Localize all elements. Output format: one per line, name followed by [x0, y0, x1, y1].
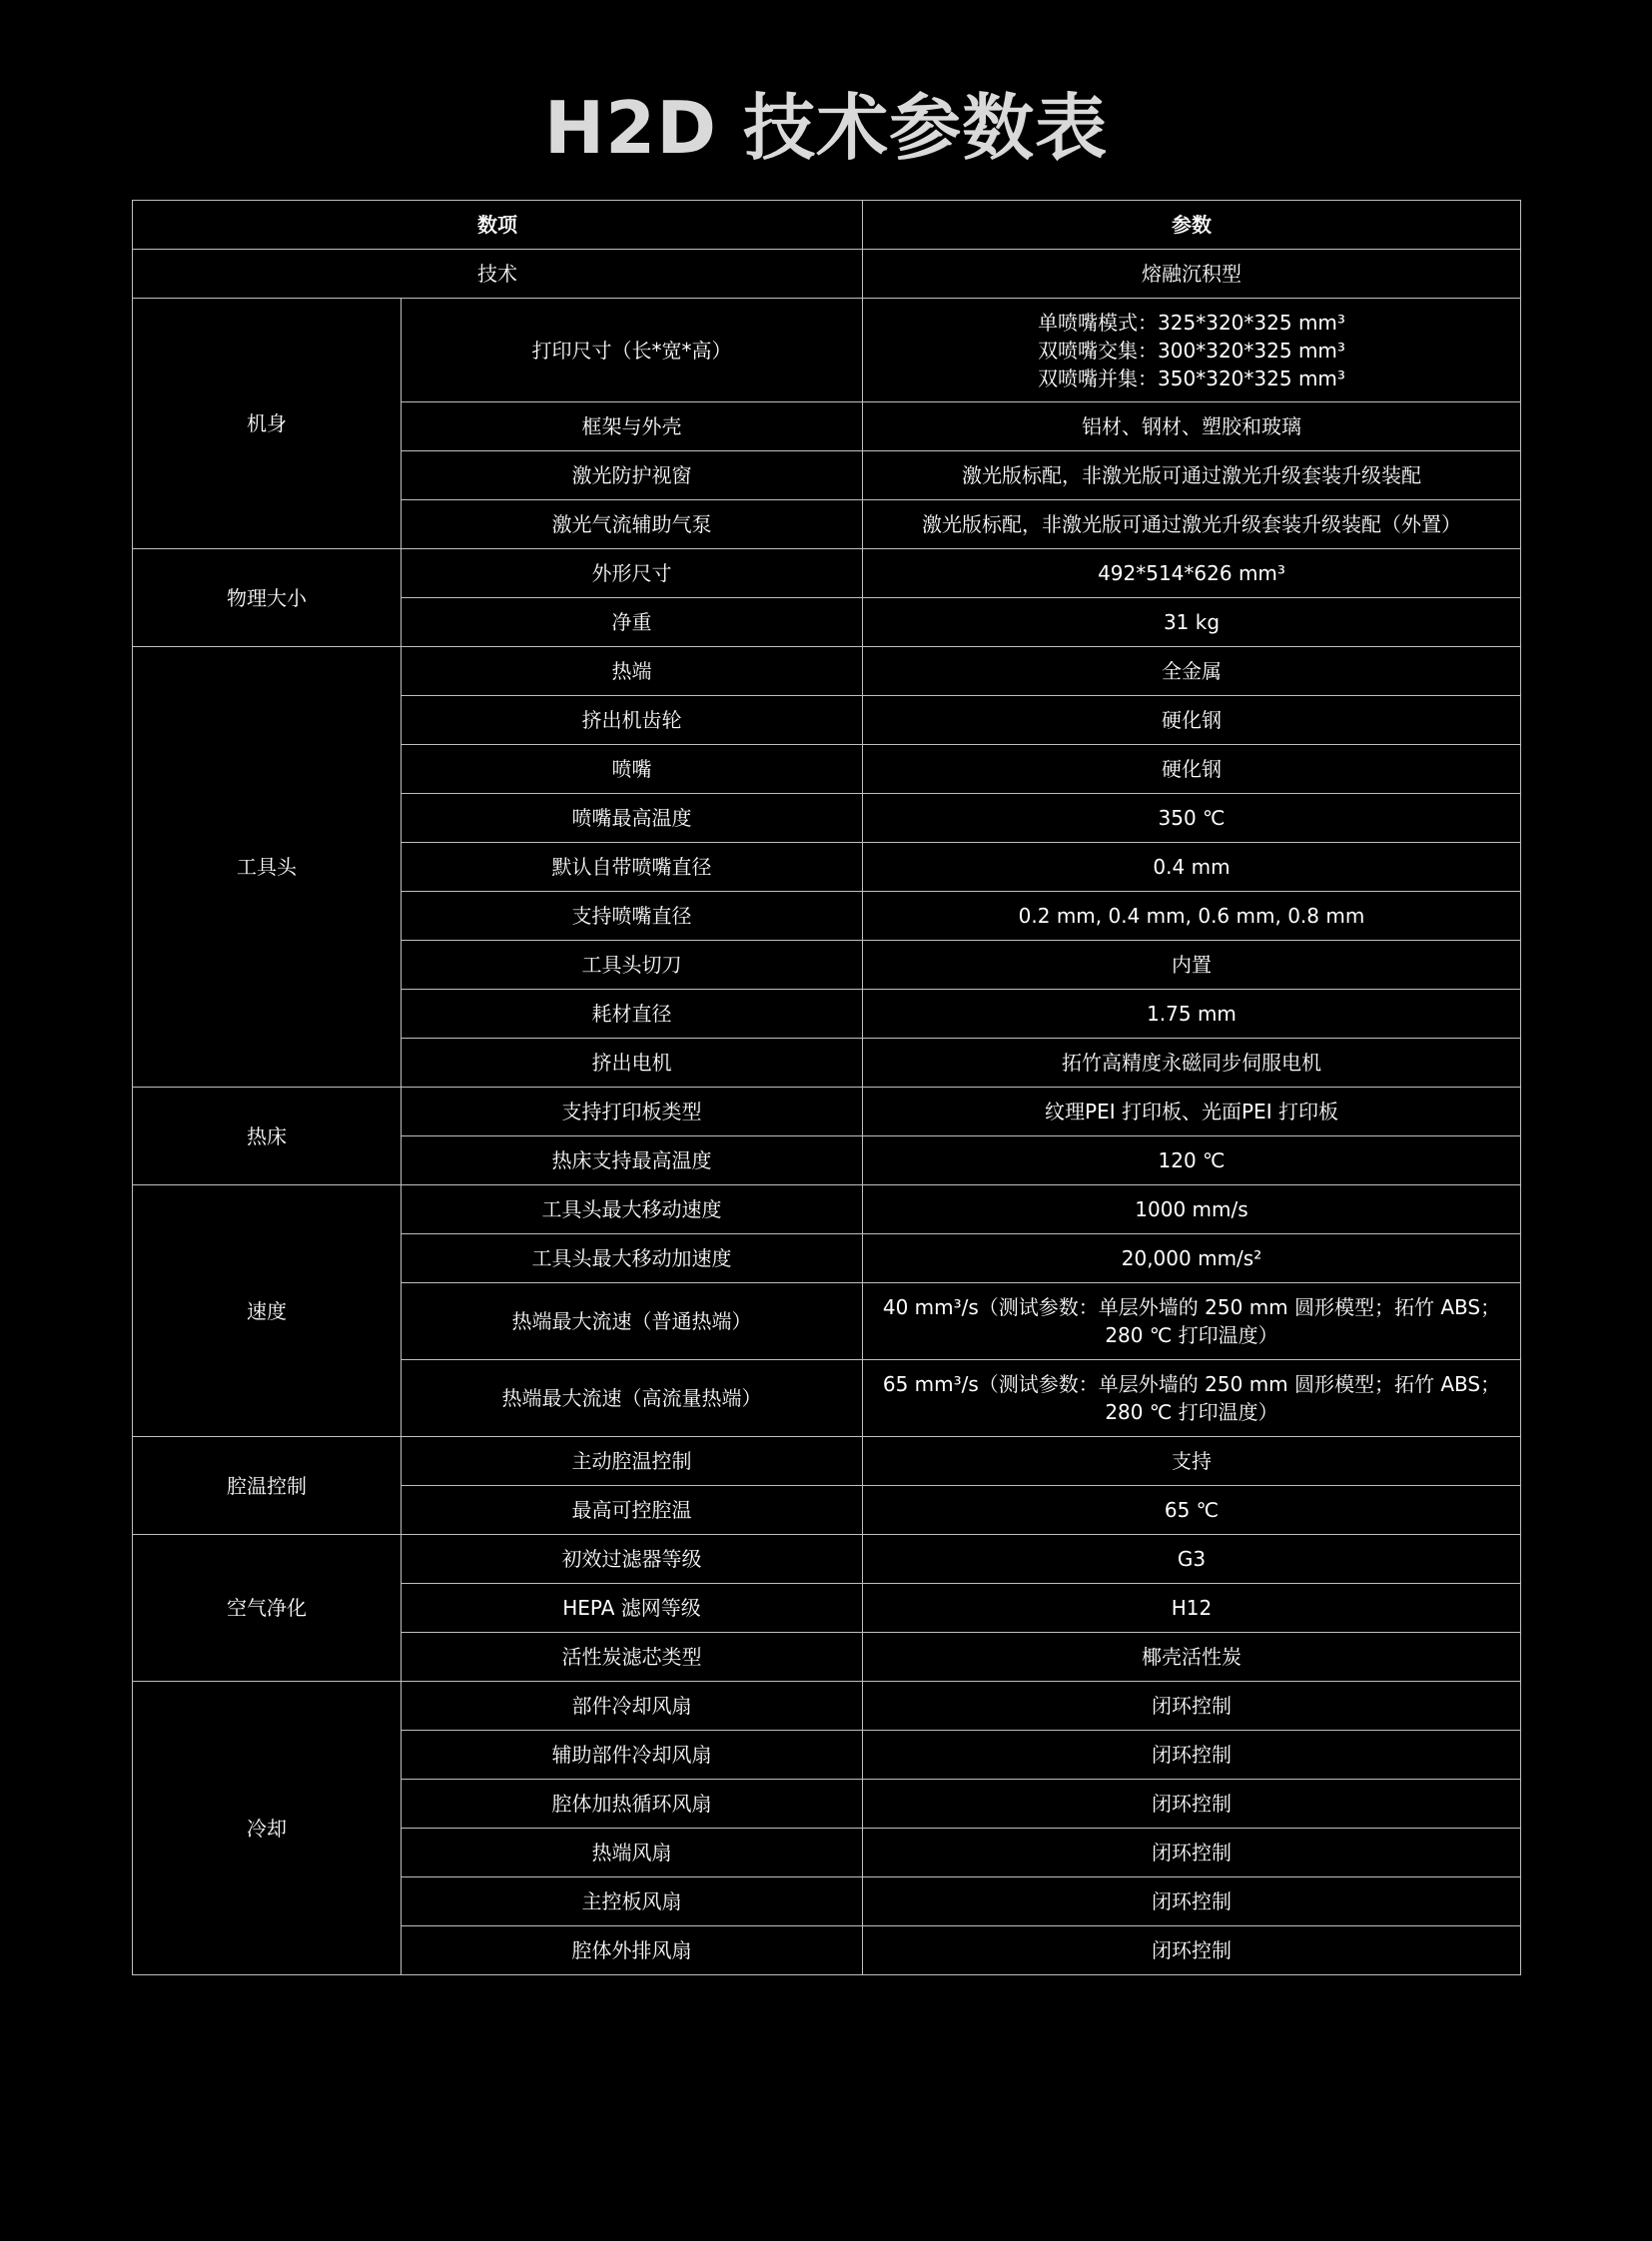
item-name-cell: 激光气流辅助气泵 — [402, 500, 863, 549]
value-line: 全金属 — [1162, 659, 1222, 683]
item-value-cell — [863, 843, 1521, 892]
item-value-cell — [863, 1486, 1521, 1535]
header-row — [133, 201, 1521, 250]
item-value-cell — [863, 1535, 1521, 1584]
item-name-cell: 喷嘴最高温度 — [402, 794, 863, 843]
item-name-cell: 初效过滤器等级 — [402, 1535, 863, 1584]
item-value-cell — [863, 1682, 1521, 1731]
value-line: 闭环控制 — [1152, 1792, 1232, 1816]
item-value-cell — [863, 1437, 1521, 1486]
item-name-cell: 工具头切刀 — [402, 941, 863, 990]
value-line: 20,000 mm/s² — [1121, 1246, 1262, 1270]
header-param-cell: 参数 — [863, 201, 1521, 250]
spec-table-body — [133, 250, 1521, 1975]
value-line: G3 — [1177, 1547, 1207, 1571]
item-value-cell — [863, 402, 1521, 451]
item-name-cell: 热床支持最高温度 — [402, 1136, 863, 1185]
item-name-cell: 主动腔温控制 — [402, 1437, 863, 1486]
group-name-cell: 空气净化 — [133, 1535, 402, 1682]
item-name-cell: 热端风扇 — [402, 1829, 863, 1877]
item-value-cell — [863, 696, 1521, 745]
value-line: 280 ℃ 打印温度） — [1105, 1323, 1278, 1347]
item-value-cell — [863, 794, 1521, 843]
item-value-cell — [863, 1584, 1521, 1633]
item-value-cell — [863, 1877, 1521, 1926]
value-line: 闭环控制 — [1152, 1743, 1232, 1767]
table-row — [133, 1185, 1521, 1234]
item-name-cell: 主控板风扇 — [402, 1877, 863, 1926]
value-line: 40 mm³/s（测试参数：单层外墙的 250 mm 圆形模型；拓竹 ABS； — [882, 1295, 1501, 1319]
value-line: 闭环控制 — [1152, 1694, 1232, 1718]
item-value-cell — [863, 451, 1521, 500]
item-value-cell — [863, 1780, 1521, 1829]
item-name-cell: 默认自带喷嘴直径 — [402, 843, 863, 892]
value-line: 双喷嘴交集：300*320*325 mm³ — [1038, 338, 1345, 363]
item-name-cell: 工具头最大移动速度 — [402, 1185, 863, 1234]
tech-label-cell: 技术 — [133, 250, 863, 299]
item-name-cell: HEPA 滤网等级 — [402, 1584, 863, 1633]
item-value-cell — [863, 990, 1521, 1039]
item-value-cell — [863, 299, 1521, 402]
value-line: 双喷嘴并集：350*320*325 mm³ — [1038, 366, 1345, 390]
group-name-cell: 物理大小 — [133, 549, 402, 647]
item-name-cell: 最高可控腔温 — [402, 1486, 863, 1535]
header-item-cell: 数项 — [133, 201, 863, 250]
page-title: H2D 技术参数表 — [543, 86, 1109, 170]
value-line: 单喷嘴模式：325*320*325 mm³ — [1038, 310, 1345, 335]
value-line: 闭环控制 — [1152, 1938, 1232, 1962]
item-name-cell: 激光防护视窗 — [402, 451, 863, 500]
item-value-cell — [863, 1633, 1521, 1682]
item-name-cell: 腔体外排风扇 — [402, 1926, 863, 1975]
item-name-cell: 活性炭滤芯类型 — [402, 1633, 863, 1682]
table-row — [133, 1535, 1521, 1584]
item-name-cell: 喷嘴 — [402, 745, 863, 794]
item-value-cell — [863, 1088, 1521, 1136]
value-line: 350 ℃ — [1158, 806, 1226, 830]
value-line: 0.2 mm, 0.4 mm, 0.6 mm, 0.8 mm — [1018, 904, 1365, 928]
table-row — [133, 1682, 1521, 1731]
value-line: 内置 — [1172, 953, 1212, 977]
item-value-cell — [863, 1283, 1521, 1360]
item-value-cell — [863, 1360, 1521, 1437]
item-value-cell — [863, 1731, 1521, 1780]
group-name-cell: 热床 — [133, 1088, 402, 1185]
item-name-cell: 腔体加热循环风扇 — [402, 1780, 863, 1829]
tech-row — [133, 250, 1521, 299]
item-value-cell — [863, 1234, 1521, 1283]
value-line: 0.4 mm — [1153, 855, 1231, 879]
value-line: 闭环控制 — [1152, 1889, 1232, 1913]
table-row — [133, 1088, 1521, 1136]
value-line: 1000 mm/s — [1135, 1197, 1248, 1221]
table-row — [133, 1437, 1521, 1486]
item-name-cell: 支持打印板类型 — [402, 1088, 863, 1136]
group-name-cell: 机身 — [133, 299, 402, 549]
value-line: 120 ℃ — [1158, 1148, 1226, 1172]
item-name-cell: 热端 — [402, 647, 863, 696]
item-name-cell: 外形尺寸 — [402, 549, 863, 598]
table-row — [133, 647, 1521, 696]
value-line: 支持 — [1172, 1449, 1212, 1473]
item-name-cell: 框架与外壳 — [402, 402, 863, 451]
item-name-cell: 辅助部件冷却风扇 — [402, 1731, 863, 1780]
value-line: H12 — [1171, 1596, 1213, 1620]
value-line: 硬化钢 — [1162, 708, 1222, 732]
value-line: 闭环控制 — [1152, 1841, 1232, 1865]
group-name-cell: 工具头 — [133, 647, 402, 1088]
spec-table — [132, 200, 1521, 1975]
item-value-cell — [863, 647, 1521, 696]
group-name-cell: 腔温控制 — [133, 1437, 402, 1535]
item-name-cell: 净重 — [402, 598, 863, 647]
item-name-cell: 挤出电机 — [402, 1039, 863, 1088]
tech-value-cell: 熔融沉积型 — [863, 250, 1521, 299]
value-line: 1.75 mm — [1147, 1002, 1237, 1026]
value-line: 65 ℃ — [1164, 1498, 1220, 1522]
item-value-cell — [863, 1136, 1521, 1185]
item-value-cell — [863, 745, 1521, 794]
value-line: 椰壳活性炭 — [1142, 1645, 1241, 1669]
item-name-cell: 挤出机齿轮 — [402, 696, 863, 745]
value-line: 拓竹高精度永磁同步伺服电机 — [1062, 1051, 1321, 1075]
item-value-cell — [863, 1039, 1521, 1088]
item-value-cell — [863, 1926, 1521, 1975]
item-name-cell: 耗材直径 — [402, 990, 863, 1039]
value-line: 492*514*626 mm³ — [1098, 561, 1285, 585]
item-value-cell — [863, 941, 1521, 990]
item-name-cell: 热端最大流速（高流量热端） — [402, 1360, 863, 1437]
group-name-cell: 冷却 — [133, 1682, 402, 1975]
item-value-cell — [863, 1829, 1521, 1877]
item-value-cell — [863, 892, 1521, 941]
item-name-cell: 打印尺寸（长*宽*高） — [402, 299, 863, 402]
item-name-cell: 热端最大流速（普通热端） — [402, 1283, 863, 1360]
item-value-cell — [863, 500, 1521, 549]
item-value-cell — [863, 1185, 1521, 1234]
item-value-cell — [863, 598, 1521, 647]
value-line: 激光版标配，非激光版可通过激光升级套装升级装配（外置） — [922, 512, 1461, 536]
value-line: 65 mm³/s（测试参数：单层外墙的 250 mm 圆形模型；拓竹 ABS； — [882, 1372, 1501, 1396]
value-line: 铝材、钢材、塑胶和玻璃 — [1082, 414, 1301, 438]
table-row — [133, 549, 1521, 598]
value-line: 280 ℃ 打印温度） — [1105, 1400, 1278, 1424]
table-row — [133, 299, 1521, 402]
value-line: 激光版标配，非激光版可通过激光升级套装升级装配 — [962, 463, 1421, 487]
value-line: 硬化钢 — [1162, 757, 1222, 781]
group-name-cell: 速度 — [133, 1185, 402, 1437]
item-name-cell: 部件冷却风扇 — [402, 1682, 863, 1731]
item-name-cell: 支持喷嘴直径 — [402, 892, 863, 941]
value-line: 31 kg — [1163, 610, 1221, 634]
item-value-cell — [863, 549, 1521, 598]
value-line: 纹理PEI 打印板、光面PEI 打印板 — [1045, 1100, 1338, 1123]
item-name-cell: 工具头最大移动加速度 — [402, 1234, 863, 1283]
